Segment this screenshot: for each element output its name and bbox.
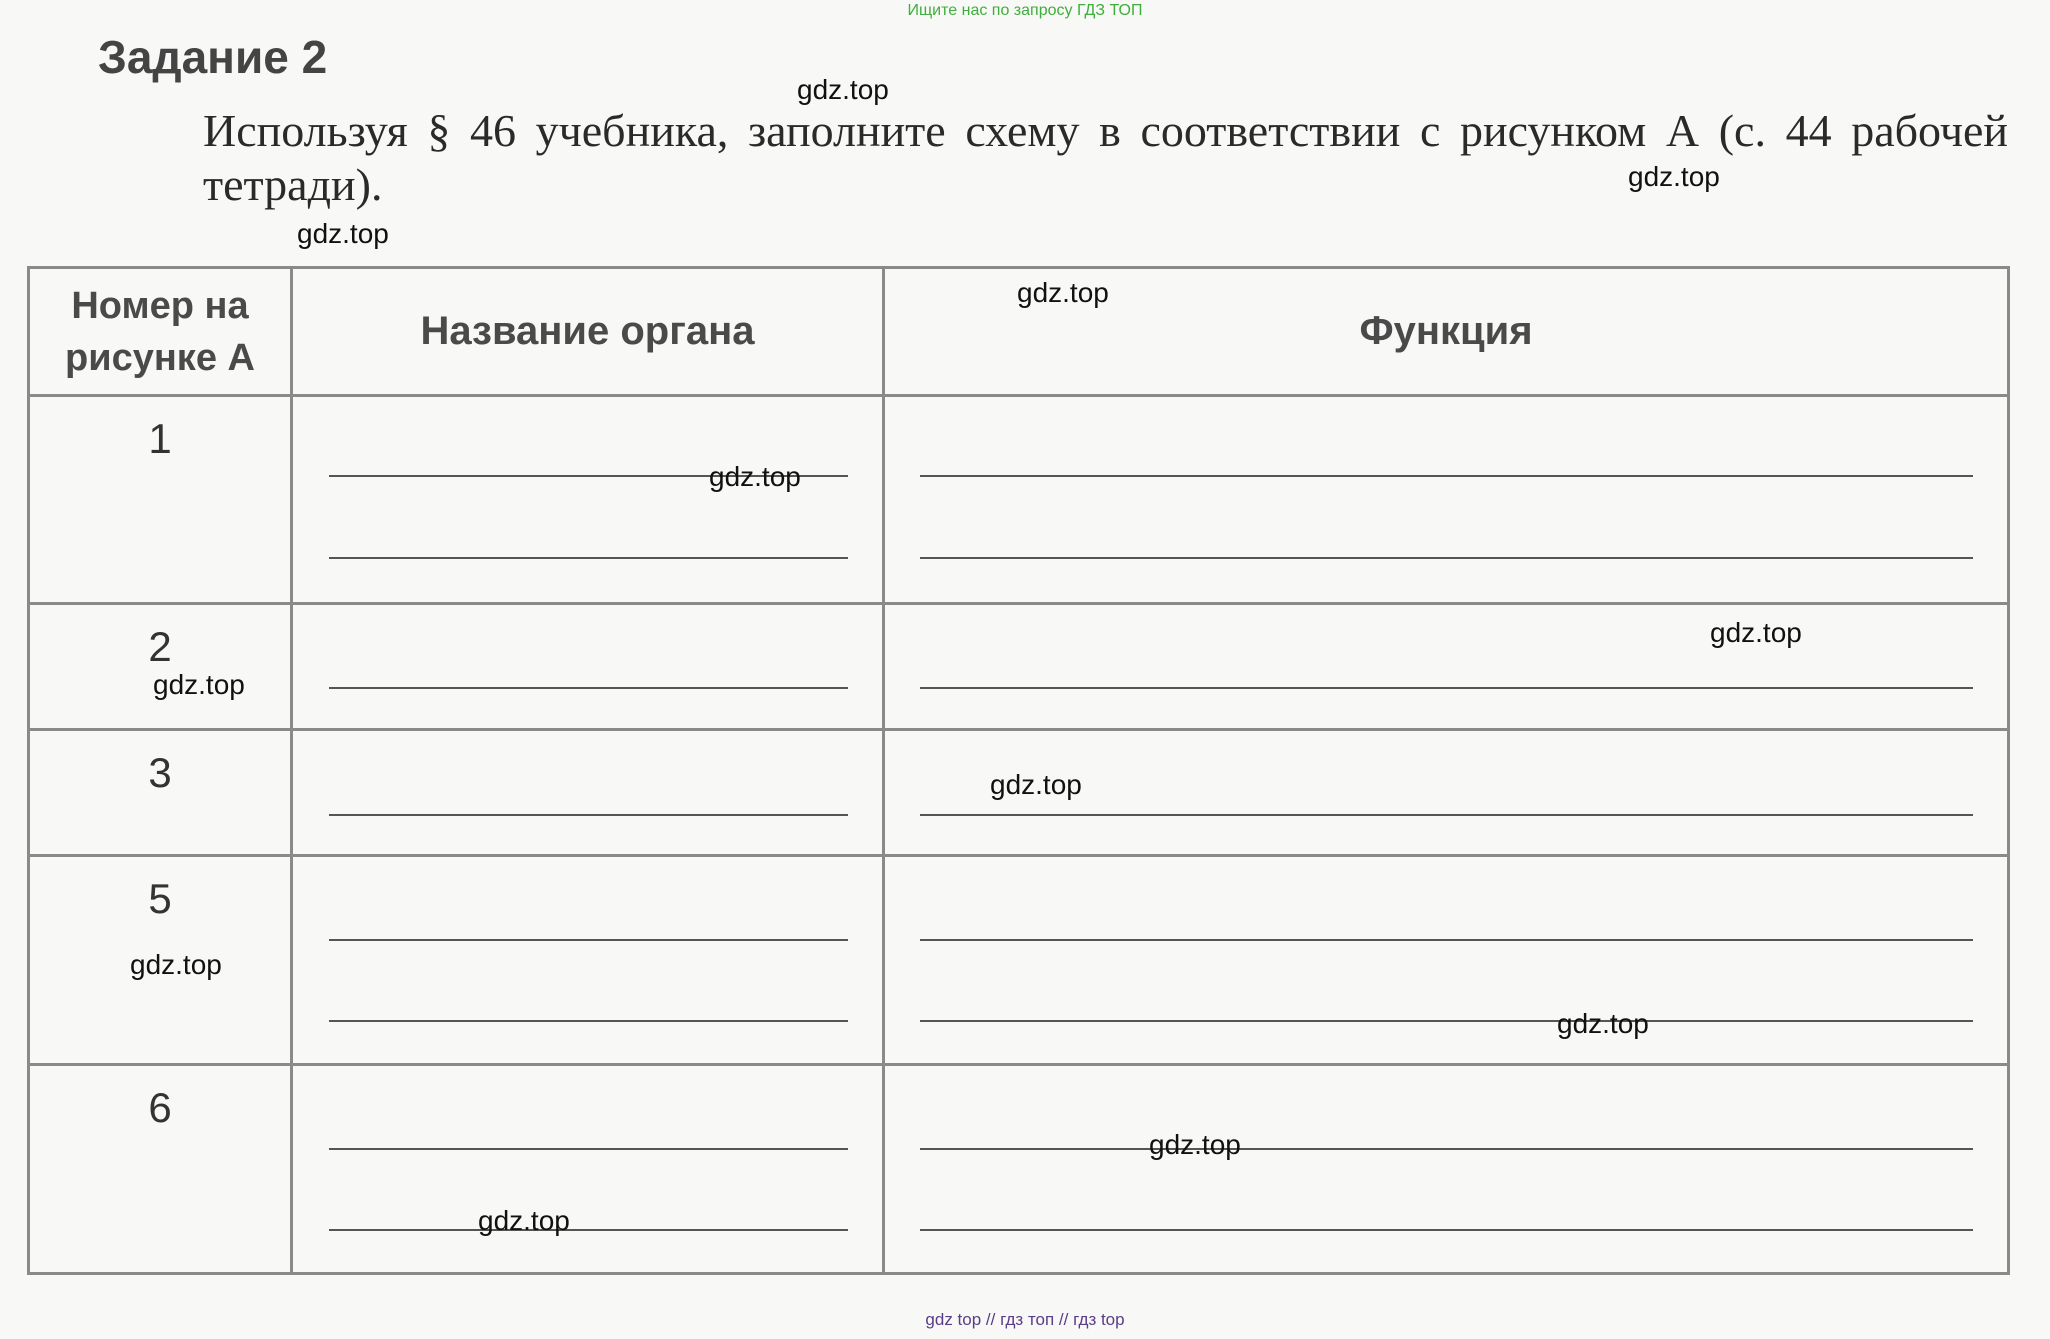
answer-line[interactable]	[329, 1148, 848, 1150]
row-number: 6	[29, 1065, 292, 1274]
watermark-text: gdz.top	[1149, 1129, 1241, 1160]
watermark-text: gdz.top	[153, 669, 245, 700]
answer-line[interactable]	[329, 687, 848, 689]
task-instructions: Используя § 46 учебника, заполните схему в соответствии с рисунком А (с. 44 рабочей тетради).	[203, 105, 2008, 210]
answer-line[interactable]	[920, 1148, 1973, 1150]
watermark-text: gdz.top	[130, 949, 222, 980]
answer-line[interactable]	[920, 557, 1973, 559]
watermark-text: gdz.top	[709, 461, 801, 492]
answer-line[interactable]	[329, 1020, 848, 1022]
row-number: 5	[29, 856, 292, 1065]
answer-line[interactable]	[329, 557, 848, 559]
task-title: Задание 2	[98, 31, 328, 83]
organ-answer-cell[interactable]	[292, 730, 884, 856]
row-number: 3	[29, 730, 292, 856]
table-row	[29, 396, 2009, 604]
answer-line[interactable]	[329, 814, 848, 816]
watermark-text: gdz.top	[1017, 277, 1109, 308]
answer-line[interactable]	[920, 814, 1973, 816]
answer-line[interactable]	[920, 1020, 1973, 1022]
answer-line[interactable]	[329, 939, 848, 941]
answer-line[interactable]	[329, 1229, 848, 1231]
answer-line[interactable]	[920, 687, 1973, 689]
header-figure-number: Номер на рисунке А	[29, 268, 292, 396]
function-answer-cell[interactable]	[884, 856, 2009, 1065]
header-function: Функция	[884, 268, 2009, 396]
organ-answer-cell[interactable]	[292, 604, 884, 730]
function-answer-cell[interactable]	[884, 396, 2009, 604]
row-number: 1	[29, 396, 292, 604]
organ-answer-cell[interactable]	[292, 396, 884, 604]
answer-line[interactable]	[920, 475, 1973, 477]
header-organ-name: Название органа	[292, 268, 884, 396]
watermark-text: gdz.top	[478, 1205, 570, 1236]
watermark-text: gdz.top	[1628, 161, 1720, 192]
function-answer-cell[interactable]	[884, 604, 2009, 730]
organ-answer-cell[interactable]	[292, 856, 884, 1065]
answer-line[interactable]	[920, 1229, 1973, 1231]
watermark-text: gdz.top	[797, 74, 889, 105]
table-row	[29, 856, 2009, 1065]
answer-line[interactable]	[920, 939, 1973, 941]
footer-links[interactable]: gdz top // гдз топ // гдз top	[925, 1310, 1125, 1329]
table-row	[29, 1065, 2009, 1274]
watermark-text: gdz.top	[1710, 617, 1802, 648]
row-number: 2	[29, 604, 292, 730]
watermark-text: gdz.top	[297, 218, 389, 249]
search-hint-banner[interactable]: Ищите нас по запросу ГДЗ ТОП	[907, 2, 1143, 19]
watermark-text: gdz.top	[990, 769, 1082, 800]
watermark-text: gdz.top	[1557, 1008, 1649, 1039]
organ-answer-cell[interactable]	[292, 1065, 884, 1274]
function-answer-cell[interactable]	[884, 1065, 2009, 1274]
